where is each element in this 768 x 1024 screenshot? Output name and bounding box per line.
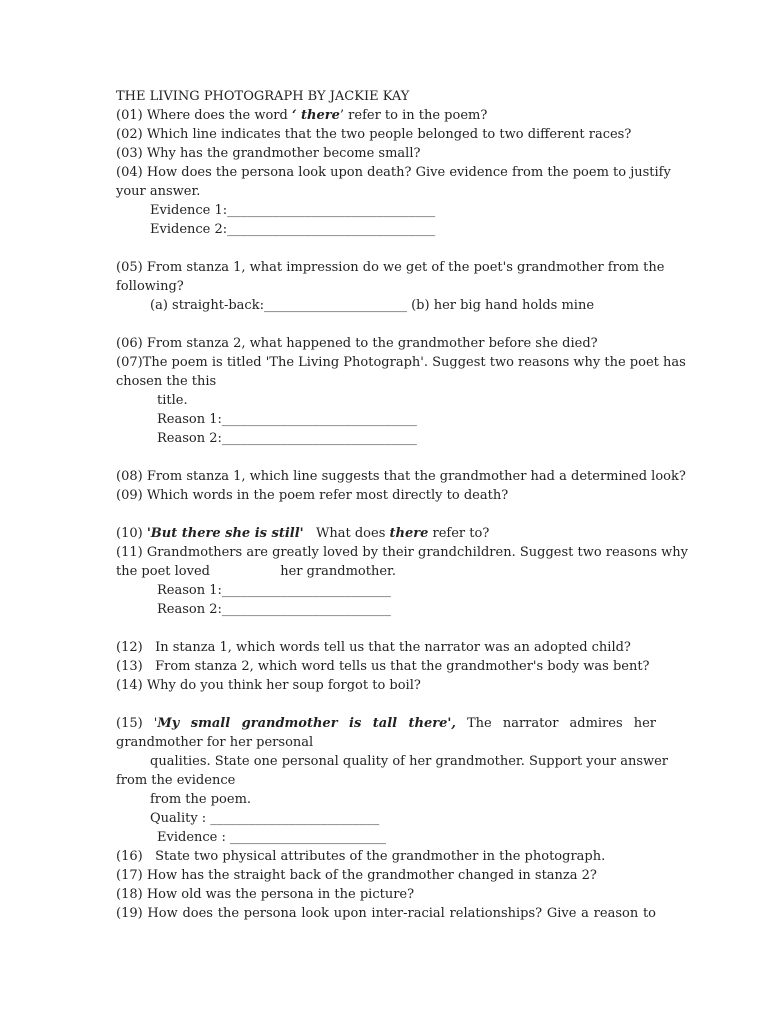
question-03: (03) Why has the grandmother become small? xyxy=(116,146,421,161)
question-05-line-2: following? xyxy=(116,279,184,294)
question-02: (02) Which line indicates that the two people belonged to two different races? xyxy=(116,127,632,142)
question-11-reason-1-blank: Reason 1:__________________________ xyxy=(157,583,391,598)
question-15-line-2: grandmother for her personal xyxy=(116,735,314,750)
question-11-line-2: the poet loved her grandmother. xyxy=(116,564,396,579)
question-15-line-3: qualities. State one personal quality of her grandmother. Support your answer xyxy=(150,754,669,769)
question-04-line-2: your answer. xyxy=(116,184,201,199)
question-11-line-1: (11) Grandmothers are greatly loved by their grandchildren. Suggest two reasons why xyxy=(116,545,688,560)
question-08: (08) From stanza 1, which line suggests that the grandmother had a determined look? xyxy=(116,469,686,484)
question-15-line-4: from the evidence xyxy=(116,773,236,788)
evidence-blank: Evidence : ________________________ xyxy=(157,830,386,845)
question-15-line-5: from the poem. xyxy=(150,792,252,807)
question-10 xyxy=(116,524,489,543)
question-12: (12) In stanza 1, which words tell us that the narrator was an adopted child? xyxy=(116,640,631,655)
question-01-keyword: ‘ there xyxy=(291,108,340,123)
question-10-quote: 'But there she is still' xyxy=(146,526,304,541)
question-13: (13) From stanza 2, which word tells us that the grandmother's body was bent? xyxy=(116,659,650,674)
question-19: (19) How does the persona look upon inter-racial relationships? Give a reason to xyxy=(116,906,656,921)
worksheet-title: THE LIVING PHOTOGRAPH BY JACKIE KAY xyxy=(116,89,410,104)
question-18: (18) How old was the persona in the picture? xyxy=(116,887,415,902)
question-07-line-1: (07)The poem is titled 'The Living Photograph'. Suggest two reasons why the poet has xyxy=(116,355,686,370)
question-10-number: (10) xyxy=(116,526,147,541)
question-07-line-2: chosen the this xyxy=(116,374,217,389)
evidence-1-blank: Evidence 1:________________________________ xyxy=(150,203,436,218)
question-15-number: (15) ' xyxy=(116,716,158,731)
reason-1-blank: Reason 1:______________________________ xyxy=(157,412,417,427)
evidence-2-blank: Evidence 2:________________________________ xyxy=(150,222,436,237)
question-01-text-a: (01) Where does the word xyxy=(116,108,292,123)
question-10-keyword: there xyxy=(389,526,429,541)
reason-2-blank: Reason 2:______________________________ xyxy=(157,431,417,446)
question-10-text-b: refer to? xyxy=(428,526,490,541)
question-07-line-3: title. xyxy=(157,393,188,408)
question-01 xyxy=(116,106,487,125)
question-16: (16) State two physical attributes of the grandmother in the photograph. xyxy=(116,849,606,864)
question-15-line-1 xyxy=(116,714,656,733)
question-14: (14) Why do you think her soup forgot to boil? xyxy=(116,678,421,693)
question-04-line-1: (04) How does the persona look upon death? Give evidence from the poem to justify xyxy=(116,165,671,180)
quality-blank: Quality : __________________________ xyxy=(150,811,380,826)
question-15-text: The narrator admires her xyxy=(455,716,656,731)
question-06: (06) From stanza 2, what happened to the grandmother before she died? xyxy=(116,336,598,351)
question-10-text-a: What does xyxy=(303,526,390,541)
question-09: (09) Which words in the poem refer most directly to death? xyxy=(116,488,509,503)
question-05-line-1: (05) From stanza 1, what impression do we get of the poet's grandmother from the xyxy=(116,260,665,275)
question-11-reason-2-blank: Reason 2:__________________________ xyxy=(157,602,391,617)
question-01-text-b: ’ refer to in the poem? xyxy=(339,108,488,123)
question-05-line-3: (a) straight-back:______________________ (b) her big hand holds mine xyxy=(150,298,595,313)
question-17: (17) How has the straight back of the grandmother changed in stanza 2? xyxy=(116,868,597,883)
question-15-quote: My small grandmother is tall there', xyxy=(157,716,456,731)
